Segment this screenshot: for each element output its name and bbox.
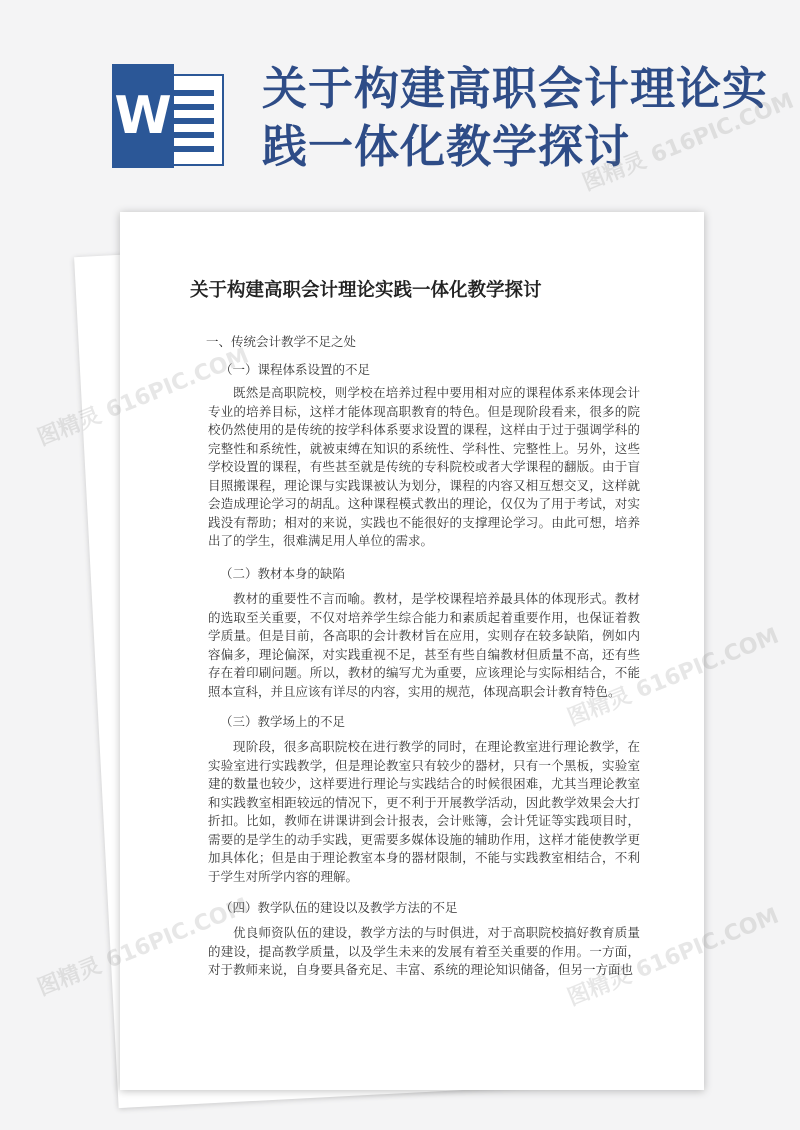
watermark: 616PIC.COM [632, 623, 783, 704]
subsection-heading-2: （二）教材本身的缺陷 [220, 566, 346, 581]
word-document-icon [112, 64, 224, 168]
section-heading-1: 一、传统会计教学不足之处 [206, 334, 357, 349]
watermark: 图精灵 [34, 953, 105, 1002]
subsection-heading-1: （一）课程体系设置的不足 [220, 362, 371, 377]
watermark: 图精灵 616PIC.COM [579, 88, 798, 197]
paragraph-3: 现阶段，很多高职院校在进行教学的同时，在理论教室进行理论教学，在实验室进行实践教学，但是理论教室只有较少的器材，只有一个黑板，实验室建的数量也较少，这样要进行理论与实践结合的时候很困难，尤其当理论教室和实践教室相距较远的情况下，更不利于开展教学活动，因此教学效果会大打折扣。比如，教师在讲课讲到会计报表，会计账簿，会计凭证等实践项目时，需要的是学生的动手实践，更需要多媒体设施的辅助作用，这样才能使教学更加具体化；但是由于理论教室本身的器材限制，不能与实践教室相结合，不利于学生对所学内容的理解。 [208, 739, 640, 884]
paragraph-4: 优良师资队伍的建设，教学方法的与时俱进，对于高职院校搞好教育质量的建设，提高教学质量，以及学生未来的发展有着至关重要的作用。一方面，对于教师来说，自身要具备充足、丰富、系统的理论知识储备，但另一方面也 [208, 925, 640, 977]
header-banner [0, 0, 800, 200]
document-page [120, 212, 704, 1090]
paragraph-2: 教材的重要性不言而喻。教材，是学校课程培养最具体的体现形式。教材的选取至关重要，不仅对培养学生综合能力和素质起着重要作用，也保证着教学质量。但是目前，各高职的会计教材旨在应用，实则存在较多缺陷，例如内容偏多，理论偏深，对实践重视不足，甚至有些自编教材但质量不高，还有些存在着印刷问题。所以，教材的编写尤为重要，应该理论与实际相结合，不能照本宣科，并且应该有详尽的内容，实用的规范，体现高职会计教育特色。 [208, 591, 640, 699]
paragraph-1: 既然是高职院校，则学校在培养过程中要用相对应的课程体系来体现会计专业的培养目标，这样才能体现高职教育的特色。但是现阶段看来，很多的院校仍然使用的是传统的按学科体系要求设置的课程，这样由于过于强调学科的完整性和系统性，就被束缚在知识的系统性、学科性、完整性上。另外，这些学校设置的课程，有些甚至就是传统的专科院校或者大学课程的翻版。由于盲目照搬课程，理论课与实践课被认为划分，课程的内容又相互想交叉，这样就会造成理论学习的胡乱。这种课程模式教出的理论，仅仅为了用于考试，对实践没有帮助；相对的来说，实践也不能很好的支撑理论学习。由此可想，培养出了的学生，很难满足用人单位的需求。 [208, 385, 640, 548]
watermark: 图精灵 [34, 403, 105, 452]
word-letter-badge: W [112, 64, 174, 168]
subsection-heading-4: （四）教学队伍的建设以及教学方法的不足 [220, 900, 458, 915]
watermark: 616PIC.COM [632, 903, 783, 984]
document-title: 关于构建高职会计理论实践一体化教学探讨 [190, 280, 542, 301]
subsection-heading-3: （三）教学场上的不足 [220, 714, 346, 729]
banner-title: 关于构建高职会计理论实践一体化教学探讨 [262, 62, 769, 173]
